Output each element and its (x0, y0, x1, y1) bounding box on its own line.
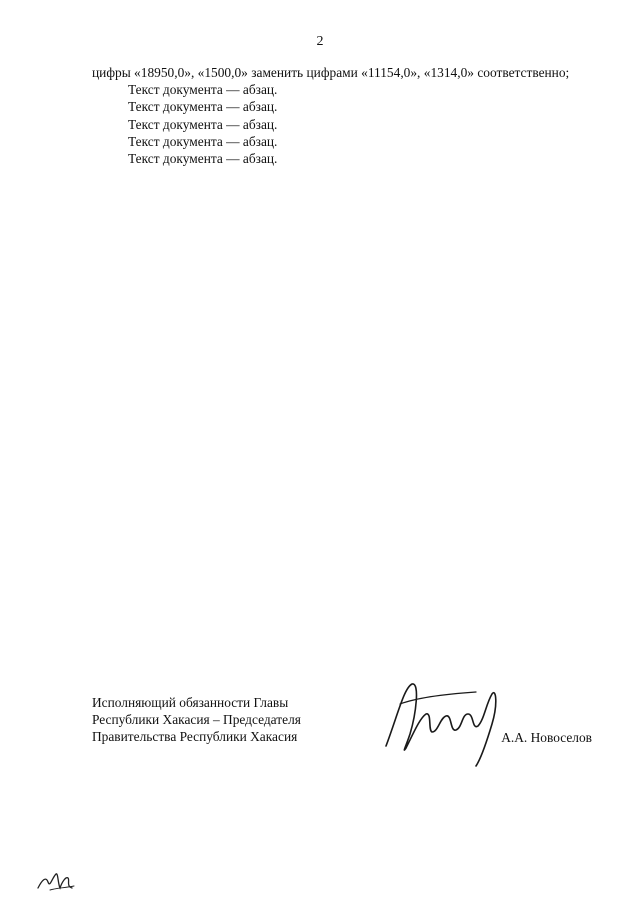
signatory-name: А.А. Новоселов (501, 730, 592, 745)
paragraph: Текст документа — абзац. (128, 151, 278, 167)
document-body (92, 64, 592, 167)
handwritten-initials (36, 868, 76, 894)
paragraph: цифры «18950,0», «1500,0» заменить цифрами «11154,0», «1314,0» соответственно; (92, 65, 570, 80)
page-number: 2 (316, 34, 324, 49)
signatory-title-line: Правительства Республики Хакасия (92, 729, 298, 745)
handwritten-signature (376, 674, 506, 769)
signatory-title (92, 694, 301, 746)
paragraph: Текст документа — абзац. (128, 133, 278, 149)
paragraph: Текст документа — абзац. (128, 82, 278, 98)
signatory-title-line: Республики Хакасия – Председателя (92, 712, 301, 728)
signatory-title-line: Исполняющий обязанности Главы (92, 695, 289, 710)
paragraph: Текст документа — абзац. (128, 116, 278, 132)
paragraph: Текст документа — абзац. (128, 99, 278, 115)
